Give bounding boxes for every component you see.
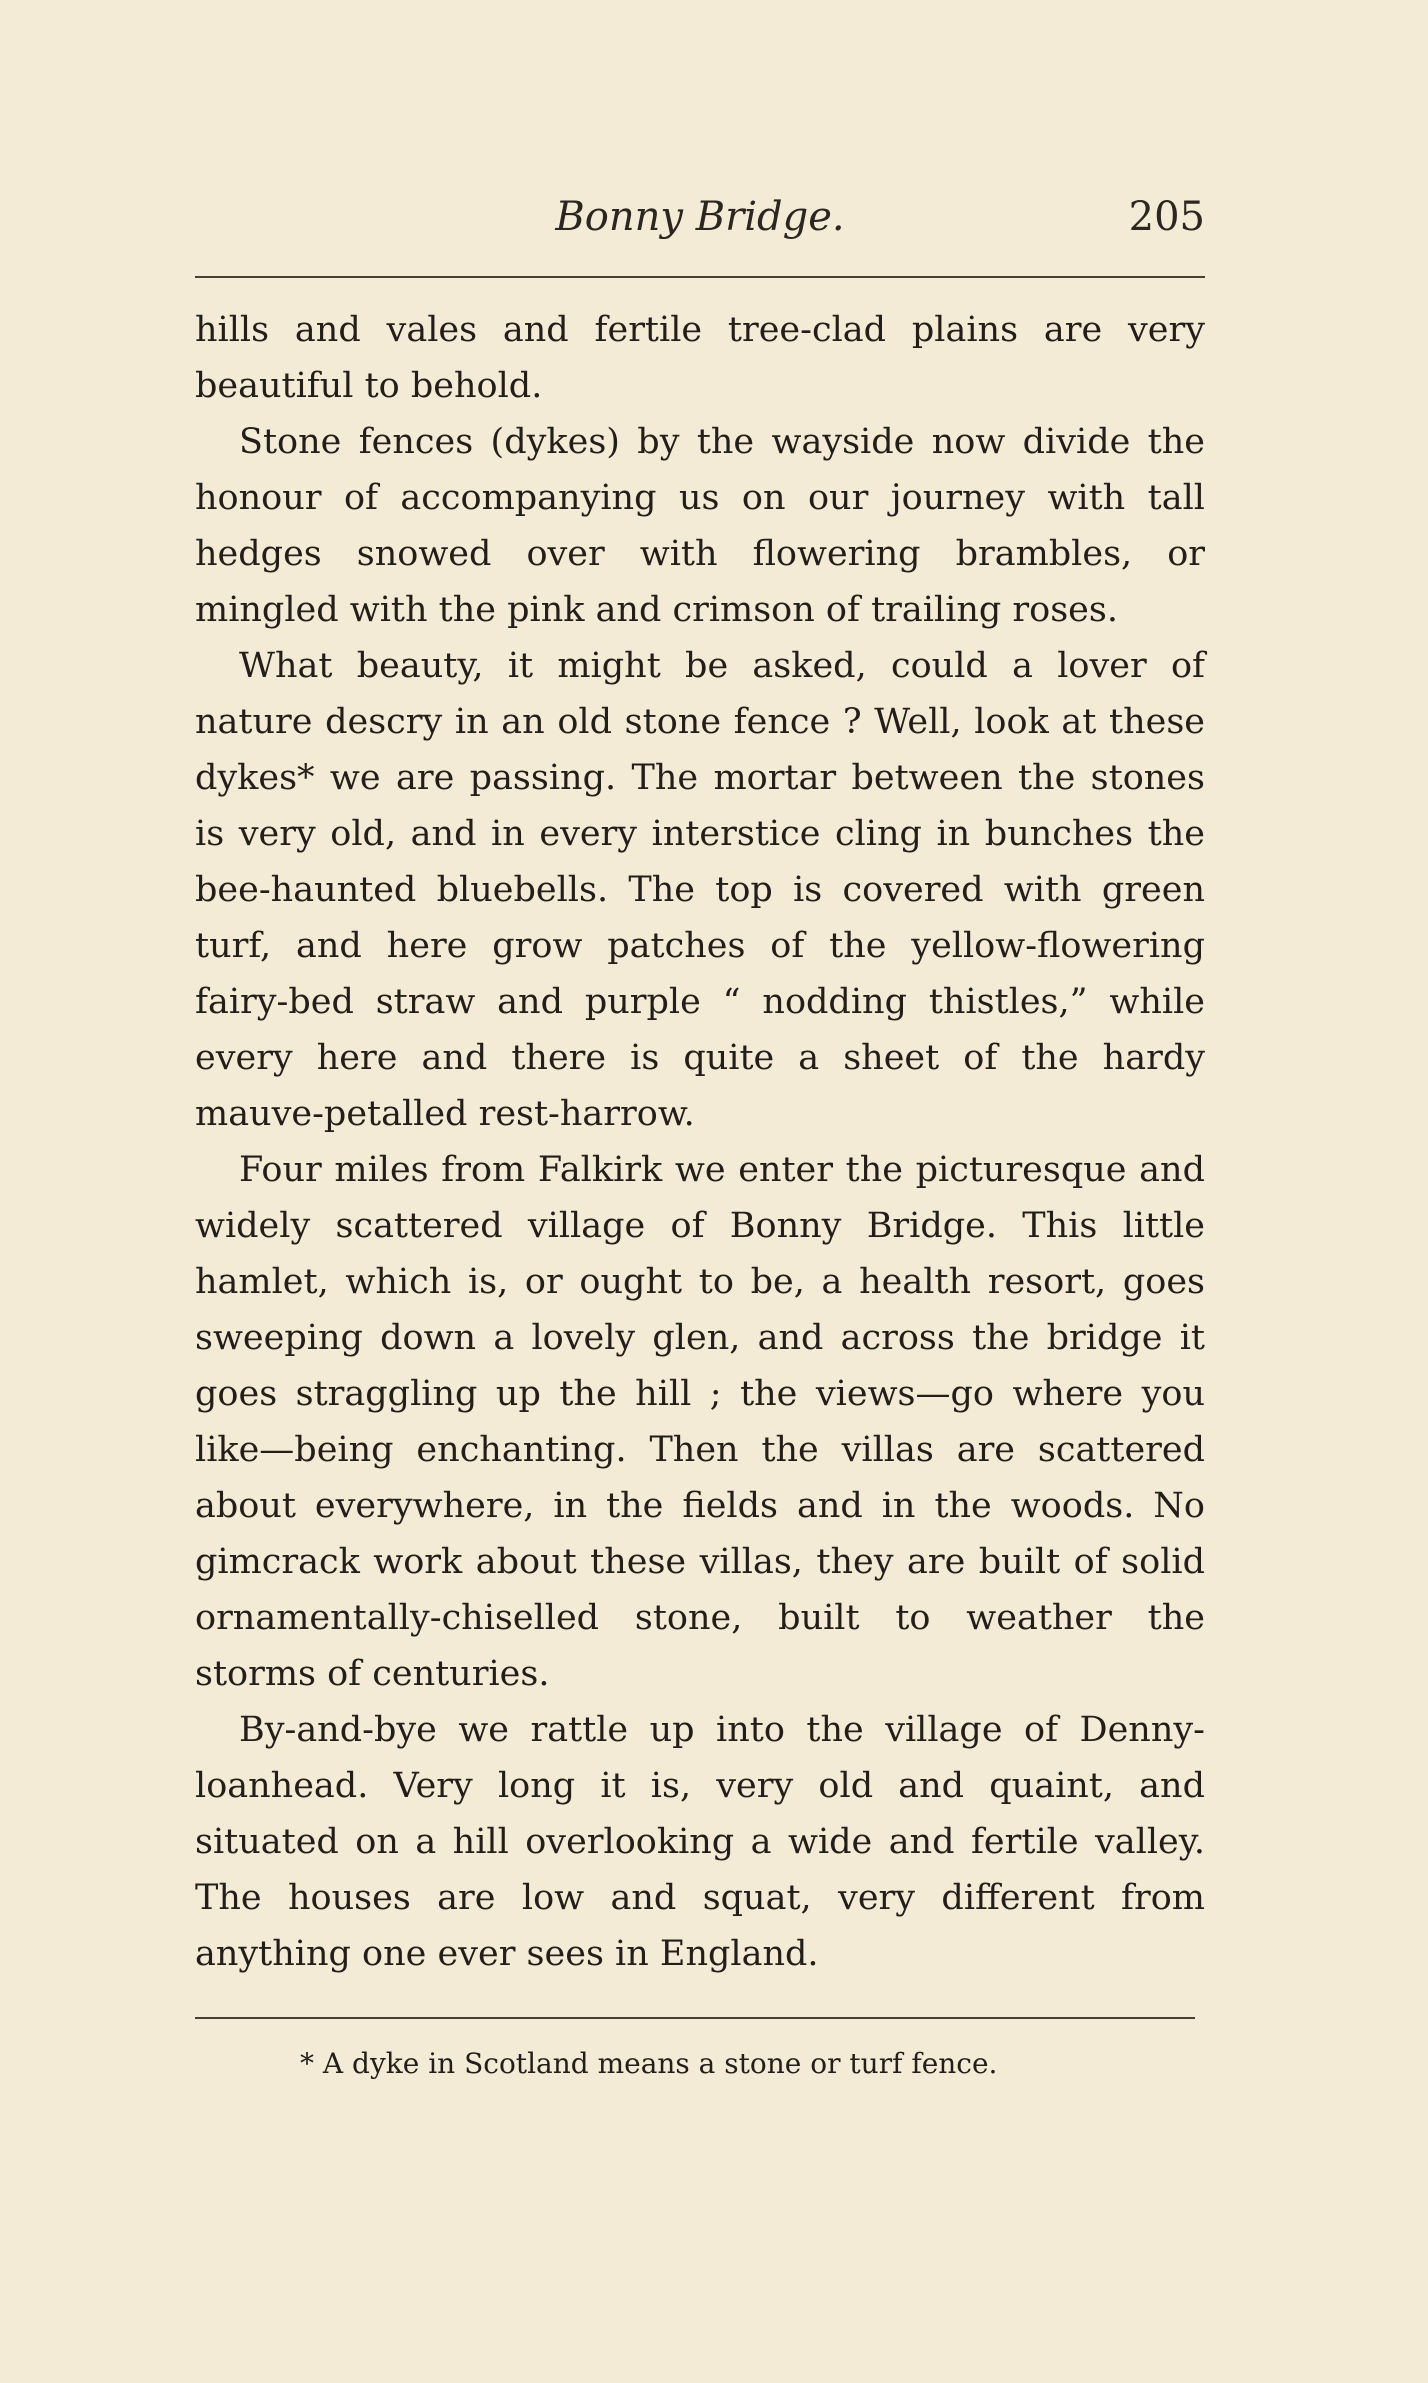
running-title: Bonny Bridge. <box>555 194 845 240</box>
paragraph-stone-fences: Stone fences (dykes) by the wayside now divide the honour of accompanying us on our journey with tall hedges snowed over with flowering brambles, or mingled with the pink and crimson of trailing roses. <box>195 422 1205 630</box>
footnote-rule <box>195 2017 1195 2019</box>
paragraph-dennyloanhead: By-and-bye we rattle up into the village of Denny-loanhead. Very long it is, very old and quaint, and situated on a hill overlooking a wide and fertile valley. The houses are low and squat, very different from anything one ever sees in England. <box>195 1710 1205 1974</box>
paragraph-bonny-bridge: Four miles from Falkirk we enter the picturesque and widely scattered village of Bonny Bridge. This little hamlet, which is, or ought to be, a health resort, goes sweeping down a lovely glen, and across the bridge it goes straggling up the hill ; the views—go where you like—being enchanting. Then the villas are scattered about everywhere, in the fields and in the woods. No gimcrack work about these villas, they are built of solid ornamentally-chiselled stone, built to weather the storms of centuries. <box>195 1150 1205 1694</box>
page-number: 205 <box>1128 194 1205 240</box>
header-rule <box>195 276 1205 278</box>
body-text <box>195 302 1205 1982</box>
footnote: * A dyke in Scotland means a stone or turf fence. <box>300 2047 998 2080</box>
paragraph-continued: hills and vales and fertile tree-clad plains are very beautiful to behold. <box>195 310 1205 406</box>
page-header <box>195 188 1205 258</box>
paragraph-dykes: What beauty, it might be asked, could a lover of nature descry in an old stone fence ? Well, look at these dykes* we are passing. The mortar between the stones is very old, and in every interstice cling in bunches the bee-haunted bluebells. The top is covered with green turf, and here grow patches of the yellow-flowering fairy-bed straw and purple “ nodding thistles,” while every here and there is quite a sheet of the hardy mauve-petalled rest-harrow. <box>195 646 1205 1134</box>
